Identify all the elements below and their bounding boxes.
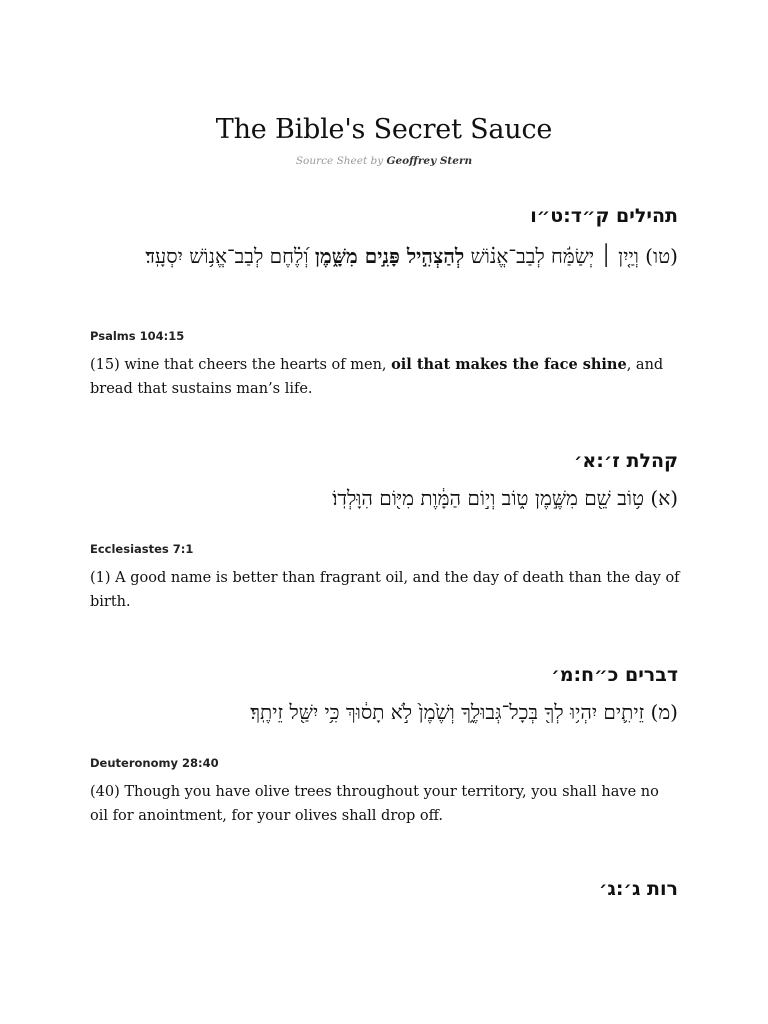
english-text-segment: (15) wine that cheers the hearts of men, bbox=[90, 357, 392, 373]
english-source-text: (1) A good name is better than fragrant oil, and the day of death than the day of birth. bbox=[90, 570, 680, 610]
english-text-highlight: oil that makes the face shine bbox=[391, 356, 627, 373]
english-source-text bbox=[90, 353, 680, 401]
hebrew-source-text: (מ) זֵיתִ֛ים יִהְי֥וּ לְךָ֖ בְּכָל־גְּבוּלֶ֑ךָ וְשֶׁ֙מֶן֙ לֹ֣א תָס֔וּךְ כִּ֥י יִשַּׁ֖ל זֵיתֶֽךָ׃ bbox=[250, 700, 678, 724]
author-link[interactable]: Geoffrey Stern bbox=[386, 155, 473, 167]
hebrew-source-ref[interactable]: קהלת ז׳:א׳ bbox=[573, 450, 678, 472]
hebrew-source-text bbox=[78, 240, 678, 272]
hebrew-source-ref[interactable]: רות ג׳:ג׳ bbox=[599, 878, 678, 900]
english-source-ref[interactable]: Ecclesiastes 7:1 bbox=[90, 542, 194, 556]
sheet-byline bbox=[0, 155, 768, 167]
english-source-text: (40) Though you have olive trees throughout your territory, you shall have no oil for anointment, for your olives shall drop off. bbox=[90, 784, 659, 824]
hebrew-text-segment: (טו) וְיַ֤יִן ׀ יְשַׂמַּ֬ח לְבַב־אֱנ֗וֹשׁ bbox=[464, 244, 678, 268]
english-text-segment: , and bread that sustains man’s life. bbox=[90, 357, 664, 397]
hebrew-source-text: (א) ט֥וֹב שֵׁ֖ם מִשֶּׁ֣מֶן ט֑וֹב וְי֣וֹם הַמָּ֔וֶת מִיּ֖וֹם הִוָּלְדֽוֹ׃ bbox=[332, 486, 678, 510]
hebrew-text-segment: וְ֝לֶ֗חֶם לְבַב־אֱנ֥וֹשׁ יִסְעָֽד׃ bbox=[145, 244, 315, 268]
english-source-ref[interactable]: Psalms 104:15 bbox=[90, 329, 185, 343]
byline-prefix: Source Sheet by bbox=[295, 155, 384, 167]
hebrew-text-highlight: לְהַצְהִ֣יל פָּנִ֣ים מִשָּׁ֑מֶן bbox=[314, 244, 465, 268]
english-source-ref[interactable]: Deuteronomy 28:40 bbox=[90, 756, 219, 770]
hebrew-source-ref[interactable]: תהילים ק״ד:ט״ו bbox=[530, 205, 678, 227]
hebrew-source-ref[interactable]: דברים כ״ח:מ׳ bbox=[551, 664, 678, 686]
sheet-title: The Bible's Secret Sauce bbox=[215, 114, 553, 145]
